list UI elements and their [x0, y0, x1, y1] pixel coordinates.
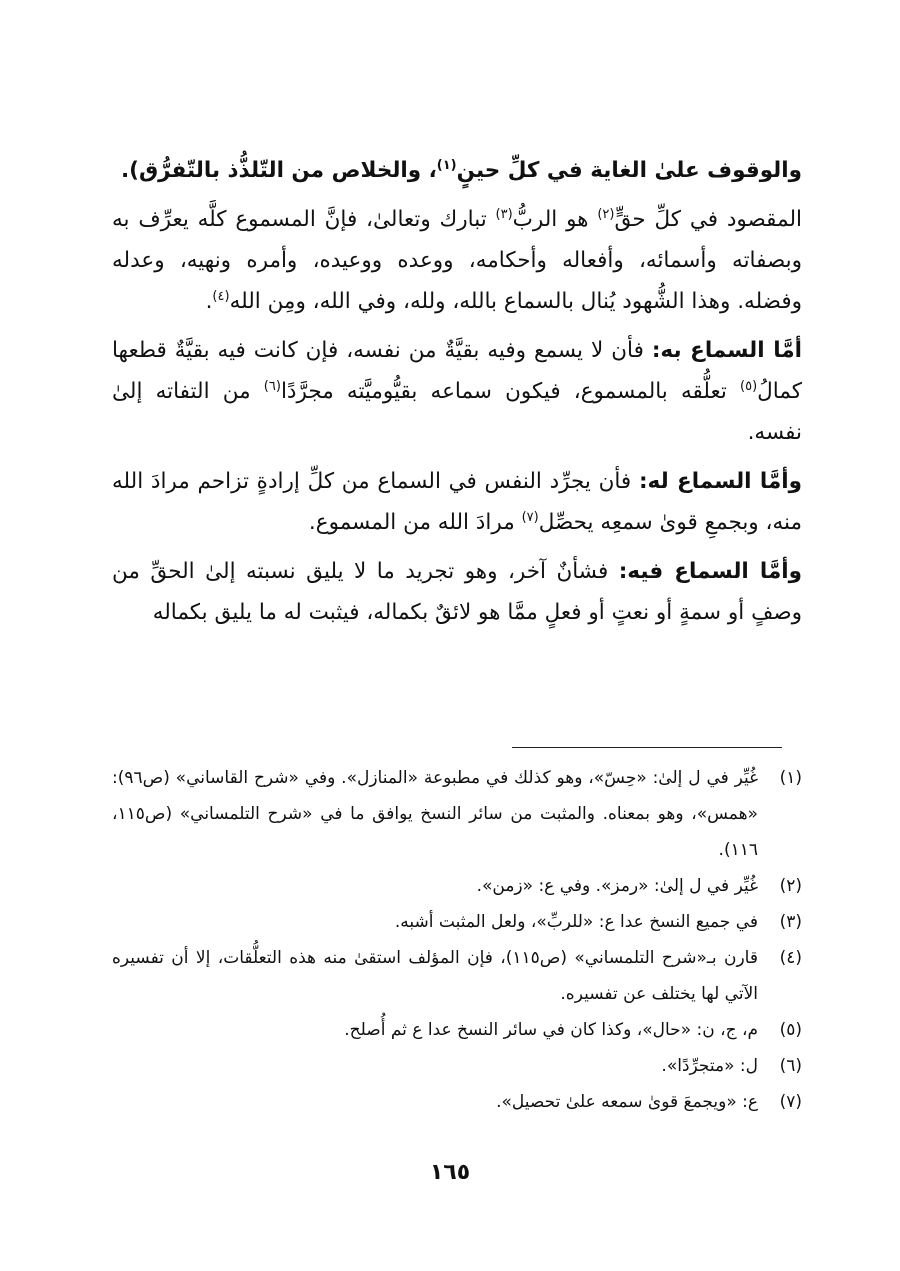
p3-text-3: من التفاته إلىٰ نفسه.: [112, 379, 802, 445]
footnote-separator: [512, 747, 782, 748]
footnote-text: قارن بـ«شرح التلمساني» (ص١١٥)، فإن المؤلف استقىٰ منه هذه التعلُّقات، إلا أن تفسيره الآتي لها يختلف عن تفسيره.: [112, 948, 758, 1004]
footnote-4: [112, 940, 802, 1012]
footnote-number: (٧): [779, 1092, 802, 1112]
footnote-6: [112, 1048, 802, 1084]
p3-lead: أمَّا السماع به:: [651, 338, 802, 363]
p2-text-4: .: [205, 289, 213, 314]
footnote-number: (٥): [779, 1020, 802, 1040]
footnote-number: (١): [779, 768, 802, 788]
p1-text-2: ، والخلاص من التّلذُّذ بالتّفرُّق).: [120, 158, 437, 183]
page-number: ١٦٥: [429, 1160, 471, 1185]
footnote-text: ع: «ويجمعَ قوىٰ سمعه علىٰ تحصيل».: [496, 1092, 758, 1112]
paragraph-5: [112, 551, 802, 633]
footnote-text: ل: «متجرِّدًا».: [661, 1056, 758, 1076]
footnote-number: (٦): [779, 1056, 802, 1076]
p3-text-1: فأن لا يسمع وفيه بقيَّةٌ من نفسه، فإن كانت فيه بقيَّةٌ قطعها كمالُ: [112, 338, 802, 404]
p2-text-2: هو الربُّ: [512, 207, 598, 232]
footnote-ref-1: (١): [436, 157, 457, 173]
footnote-number: (٢): [779, 876, 802, 896]
footnote-5: [112, 1012, 802, 1048]
footnote-ref-5: (٥): [740, 378, 758, 394]
footnote-ref-3: (٣): [495, 206, 513, 222]
footnote-ref-6: (٦): [263, 378, 281, 394]
main-text: [112, 150, 802, 641]
footnote-ref-7: (٧): [521, 509, 539, 525]
p5-text-1: فشأنٌ آخر، وهو تجريد ما لا يليق نسبته إلىٰ الحقِّ من وصفٍ أو سمةٍ أو نعتٍ أو فعلٍ ممَّا هو لائقٌ بكماله، فيثبت له ما يليق بكماله: [112, 559, 802, 625]
footnotes: [112, 760, 802, 1120]
p2-text-3: تبارك وتعالىٰ، فإنَّ المسموع كلَّه يعرِّف به وبصفاته وأسمائه، وأفعاله وأحكامه، ووعده ووعيده، وأمره ونهيه، وعدله وفضله. وهذا الشُّهود يُنال بالسماع بالله، ولله، وفي الله، ومِن الله: [112, 207, 802, 314]
footnote-number: (٤): [779, 948, 802, 968]
footnote-3: [112, 904, 802, 940]
footnote-1: [112, 760, 802, 868]
footnote-text: غُيِّر في ل إلىٰ: «رمز». وفي ع: «زمن».: [476, 876, 758, 896]
p4-text-2: مرادَ الله من المسموع.: [308, 510, 522, 535]
p4-text-1: فأن يجرِّد النفس في السماع من كلِّ إرادةٍ تزاحم مرادَ الله منه، وبجمعِ قوىٰ سمعِه يحصِّل: [112, 469, 802, 535]
footnote-ref-4: (٤): [212, 288, 230, 304]
paragraph-2: [112, 199, 802, 322]
p5-lead: وأمَّا السماع فيه:: [618, 559, 802, 584]
paragraph-4: [112, 461, 802, 543]
footnote-number: (٣): [779, 912, 802, 932]
footnote-text: م، ج، ن: «حال»، وكذا كان في سائر النسخ عدا ع ثم أُصلح.: [344, 1020, 758, 1040]
paragraph-3: [112, 330, 802, 453]
p2-text-1: المقصود في كلِّ حقٍّ: [614, 207, 802, 232]
footnote-ref-2: (٢): [597, 206, 615, 222]
footnote-7: [112, 1084, 802, 1120]
paragraph-1: [112, 150, 802, 191]
p3-text-2: تعلُّقه بالمسموع، فيكون سماعه بقيُّوميَّته مجرَّدًا: [280, 379, 741, 404]
footnote-text: في جميع النسخ عدا ع: «للربِّ»، ولعل المثبت أشبه.: [394, 912, 758, 932]
footnote-2: [112, 868, 802, 904]
footnote-text: غُيِّر في ل إلىٰ: «حِسّ»، وهو كذلك في مطبوعة «المنازل». وفي «شرح القاساني» (ص٩٦): «همس»، وهو بمعناه. والمثبت من سائر النسخ يوافق ما في «شرح التلمساني» (ص١١٥، ١١٦).: [112, 768, 758, 860]
p4-lead: وأمَّا السماع له:: [638, 469, 803, 494]
p1-text: والوقوف علىٰ الغاية في كلِّ حينٍ: [456, 158, 802, 183]
